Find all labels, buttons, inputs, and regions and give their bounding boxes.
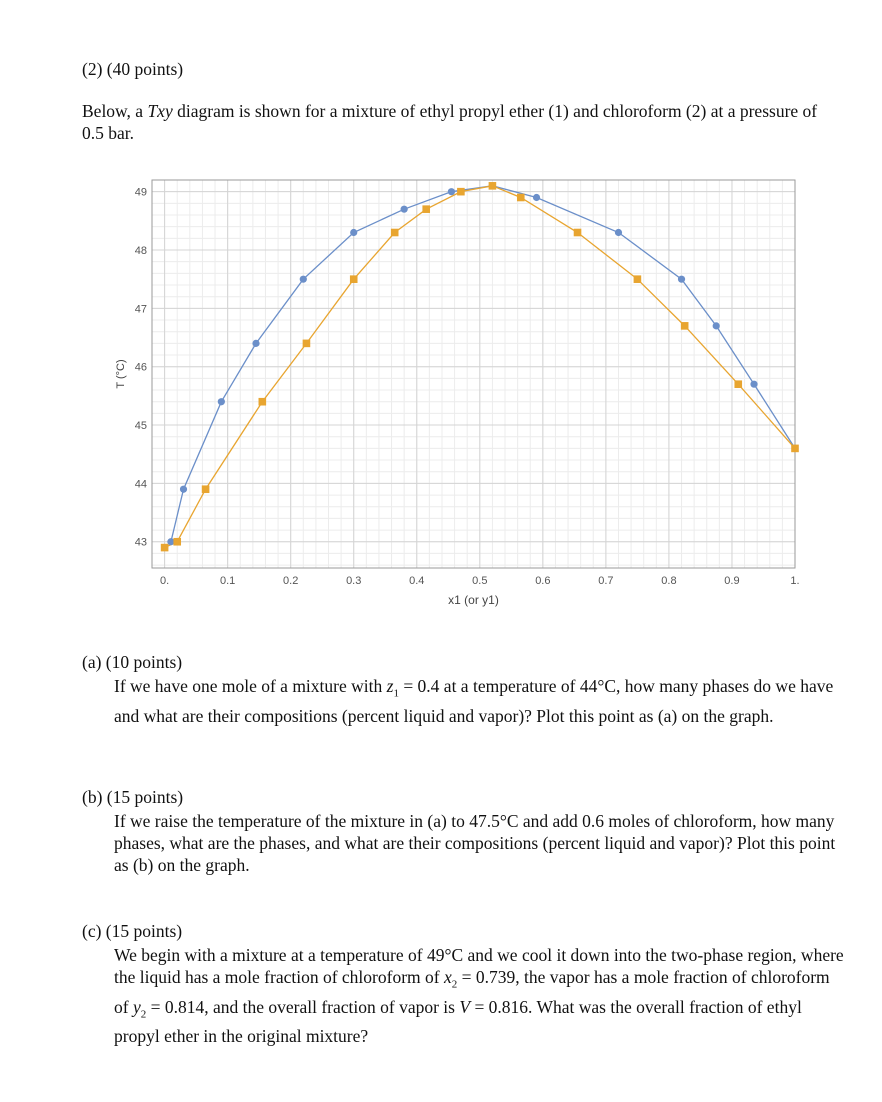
series-1-point <box>180 486 187 493</box>
x-tick-label: 0.6 <box>535 575 551 587</box>
part-a-heading: (a) (10 points) <box>82 652 183 672</box>
x-tick-label: 0.8 <box>661 575 677 587</box>
x-tick-label: 0. <box>160 575 170 587</box>
series-2-point <box>173 538 181 546</box>
series-1-point <box>252 340 259 347</box>
y-tick-label: 43 <box>134 536 147 549</box>
series-1-point <box>615 229 622 236</box>
series-2-point <box>350 275 358 283</box>
series-1-point <box>300 276 307 283</box>
series-2-point <box>574 229 582 237</box>
intro-text: Below, a Txy diagram is shown for a mixture of ethyl propyl ether (1) and chloroform (2) at a pressure of 0.5 bar. <box>82 101 818 143</box>
series-2-point <box>457 188 465 196</box>
x-tick-label: 0.5 <box>472 575 488 587</box>
y-tick-label: 49 <box>134 186 147 199</box>
series-1-point <box>678 276 685 283</box>
series-1-point <box>750 381 757 388</box>
series-2-point <box>202 485 210 493</box>
y-tick-label: 48 <box>134 245 147 258</box>
x-tick-label: 0.2 <box>283 575 299 587</box>
x-tick-label: 0.4 <box>409 575 425 587</box>
series-2-point <box>517 194 525 202</box>
series-1-point <box>713 322 720 329</box>
x-tick-label: 0.7 <box>598 575 614 587</box>
series-1-point <box>350 229 357 236</box>
series-1-point <box>533 194 540 201</box>
problem-header: (2) (40 points) <box>82 59 184 79</box>
x-tick-label: 0.1 <box>219 575 236 587</box>
part-c-text: We begin with a mixture at a temperature of 49°C and we cool it down into the two-phase region, where the liquid has a mole fraction of chloroform of $x_2 = 0.739$, the vapor has a mole fraction of chloroform of $y_2 = 0.814$, and the overall fraction of vapor is V = 0.816. What was the overall fraction of ethyl propyl ether in the original mixture? <box>114 945 844 1046</box>
txy-chart <box>100 170 804 615</box>
series-1-point <box>218 398 225 405</box>
x-tick-label: 0.9 <box>724 575 740 587</box>
x-tick-label: 1. <box>790 575 800 587</box>
series-2-point <box>634 275 642 283</box>
part-b-heading: (b) (15 points) <box>82 787 184 807</box>
series-2-point <box>681 322 689 330</box>
series-2-point <box>422 205 430 213</box>
part-b-text: If we raise the temperature of the mixture in (a) to 47.5°C and add 0.6 moles of chloroform, how many phases, what are the phases, and what are their compositions (percent liquid and vapor)? Plot this point as (b) on the graph. <box>114 811 836 875</box>
y-tick-label: 46 <box>134 361 147 374</box>
part-a-text: If we have one mole of a mixture with $z_1 = 0.4$ at a temperature of 44°C, how many phases do we have and what are their compositions (percent liquid and vapor)? Plot this point as (a) on the graph. <box>114 676 834 726</box>
series-2-point <box>259 398 267 406</box>
x-axis-label: x1 (or y1) <box>448 593 499 607</box>
txy-term: Txy <box>147 101 173 121</box>
series-2-point <box>489 182 497 190</box>
y-tick-label: 44 <box>134 478 147 491</box>
series-2-point <box>734 380 742 388</box>
x-tick-label: 0.3 <box>346 575 362 587</box>
y-tick-label: 45 <box>134 420 147 433</box>
y-axis-label: T (°C) <box>115 359 127 389</box>
series-2-point <box>161 544 169 552</box>
series-1-point <box>448 188 455 195</box>
series-2-point <box>303 340 311 348</box>
series-2-point <box>791 445 799 453</box>
y-tick-label: 47 <box>134 303 147 316</box>
series-2-point <box>391 229 399 237</box>
part-c-heading: (c) (15 points) <box>82 921 183 941</box>
series-1-point <box>401 206 408 213</box>
